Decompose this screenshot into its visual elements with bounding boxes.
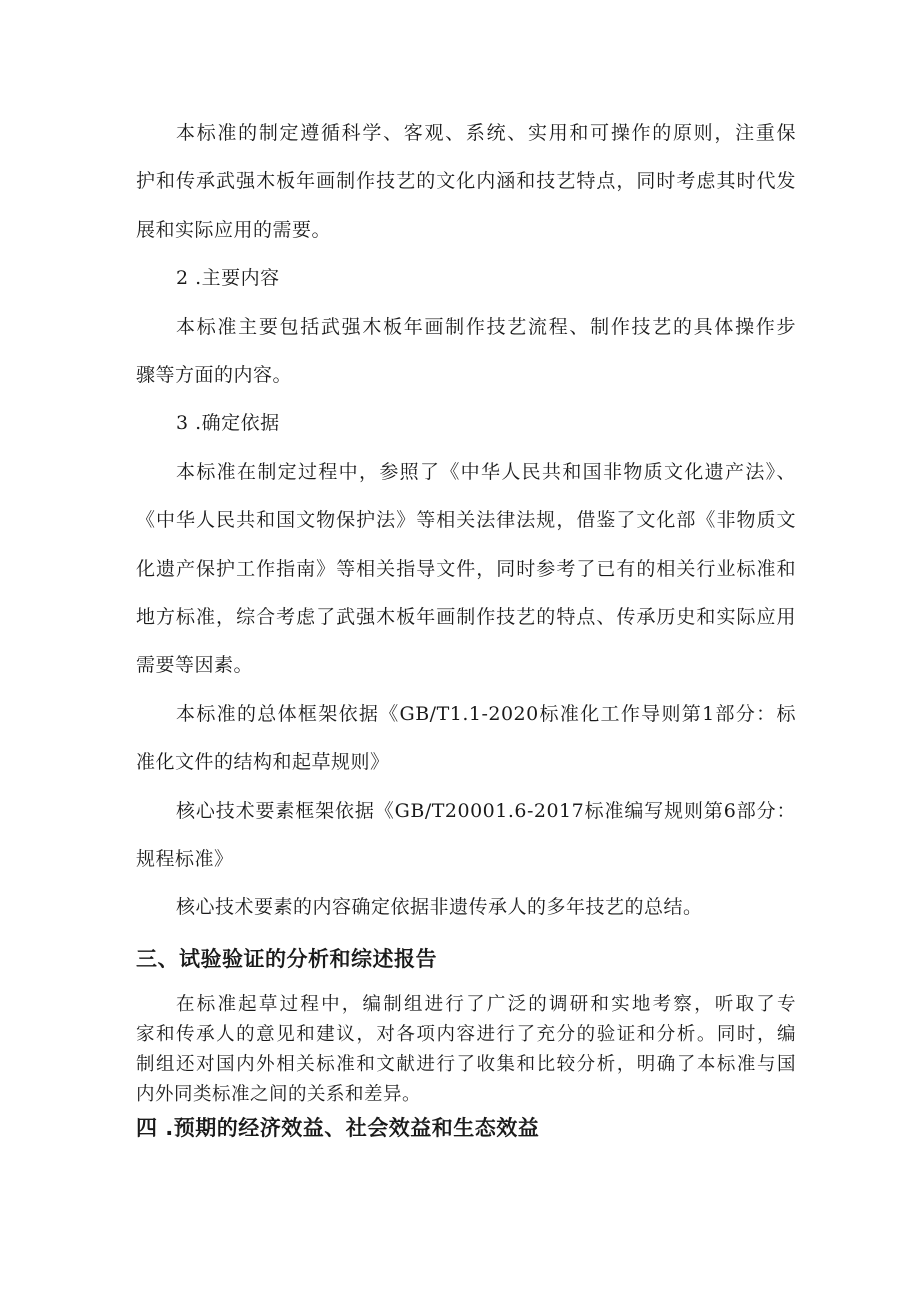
section-heading-4: 四 .预期的经济效益、社会效益和生态效益	[136, 1116, 540, 1140]
paragraph-line: 本标准在制定过程中，参照了《中华人民共和国非物质文化遗产法》、	[176, 461, 796, 483]
paragraph-line: 展和实际应用的需要。	[136, 219, 332, 241]
section-heading-3: 三、试验验证的分析和综述报告	[136, 947, 437, 971]
paragraph-line: 准化文件的结构和起草规则》	[136, 751, 390, 773]
paragraph-line: 制组还对国内外相关标准和文献进行了收集和比较分析，明确了本标准与国	[136, 1054, 796, 1075]
paragraph-line: 本标准主要包括武强木板年画制作技艺流程、制作技艺的具体操作步	[176, 316, 796, 338]
paragraph-line: 规程标准》	[136, 848, 234, 870]
paragraph-line: 内外同类标准之间的关系和差异。	[136, 1084, 422, 1105]
paragraph-line: 本标准的制定遵循科学、客观、系统、实用和可操作的原则，注重保	[176, 122, 796, 144]
paragraph-line: 在标准起草过程中，编制组进行了广泛的调研和实地考察，听取了专	[176, 994, 796, 1015]
subheading-basis: 3 .确定依据	[176, 412, 280, 434]
paragraph-line: 核心技术要素框架依据《GB/T20001.6-2017标准编写规则第6部分：	[176, 800, 796, 822]
paragraph-line: 护和传承武强木板年画制作技艺的文化内涵和技艺特点，同时考虑其时代发	[136, 170, 796, 192]
paragraph-line: 化遗产保护工作指南》等相关指导文件，同时参考了已有的相关行业标准和	[136, 558, 796, 580]
paragraph-line: 本标准的总体框架依据《GB/T1.1-2020标准化工作导则第1部分：标	[176, 703, 796, 725]
paragraph-line: 《中华人民共和国文物保护法》等相关法律法规，借鉴了文化部《非物质文	[136, 509, 796, 531]
paragraph-line: 家和传承人的意见和建议，对各项内容进行了充分的验证和分析。同时，编	[136, 1024, 796, 1045]
subheading-main-content: 2 .主要内容	[176, 267, 280, 289]
paragraph-line: 地方标准，综合考虑了武强木板年画制作技艺的特点、传承历史和实际应用	[136, 606, 796, 628]
paragraph-line: 需要等因素。	[136, 654, 254, 676]
paragraph-line: 骤等方面的内容。	[136, 364, 293, 386]
paragraph-line: 核心技术要素的内容确定依据非遗传承人的多年技艺的总结。	[176, 896, 703, 918]
